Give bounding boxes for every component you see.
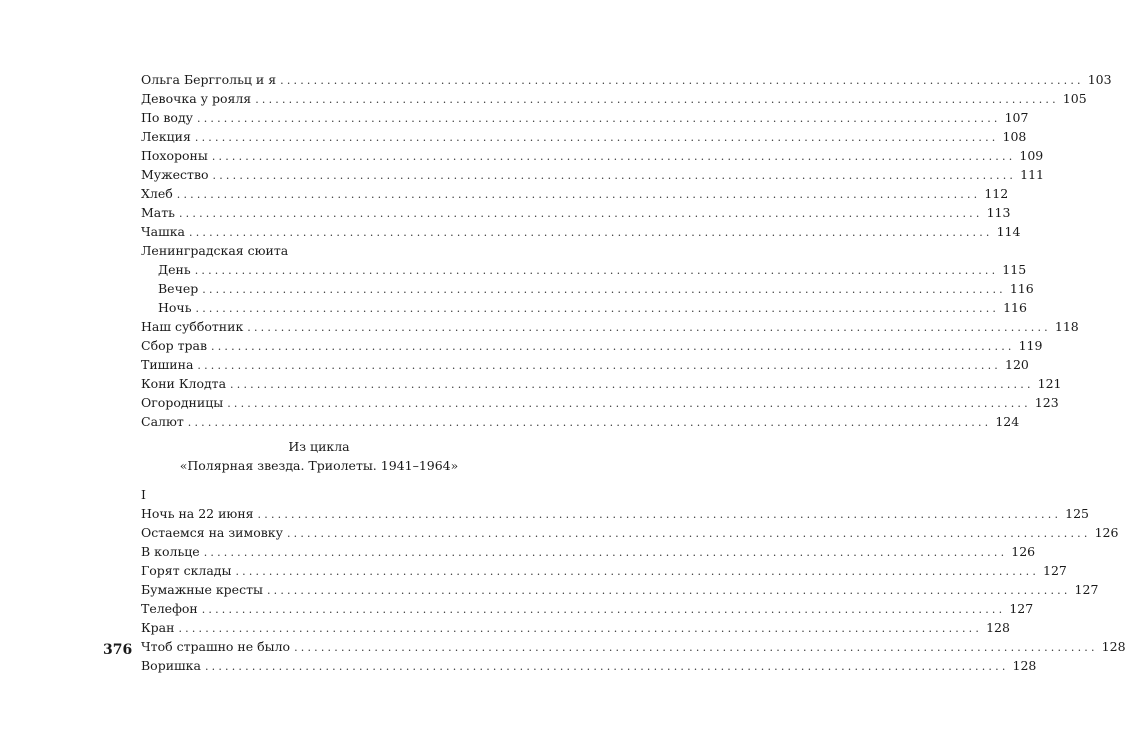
toc-entry bbox=[141, 184, 1009, 203]
toc-entry-page: 108 bbox=[1002, 129, 1027, 144]
toc-entry-title: День bbox=[158, 262, 191, 277]
toc-leader-dots: ........................................................................................................................ bbox=[227, 397, 1031, 410]
toc-entry-page: 127 bbox=[1074, 582, 1099, 597]
toc-entry-title: Салют bbox=[141, 414, 184, 429]
section-header bbox=[141, 437, 497, 475]
toc-entry-title: Ночь на 22 июня bbox=[141, 506, 254, 521]
toc-entry-title: Девочка у рояля bbox=[141, 91, 252, 106]
toc-entry-page: 121 bbox=[1037, 376, 1062, 391]
toc-leader-dots: ........................................................................................................................ bbox=[201, 603, 1006, 616]
toc-entry bbox=[141, 374, 1062, 393]
toc-entry bbox=[141, 203, 1011, 222]
toc-entry-title: Сбор трав bbox=[141, 338, 207, 353]
toc-entry bbox=[141, 618, 1010, 637]
toc-entry bbox=[141, 279, 1034, 298]
toc-entry-page: 107 bbox=[1004, 110, 1029, 125]
toc-entry-page: 126 bbox=[1094, 525, 1119, 540]
toc-leader-dots: ........................................................................................................................ bbox=[194, 131, 999, 144]
toc-entry-title: Бумажные кресты bbox=[141, 582, 263, 597]
toc-entry bbox=[141, 355, 1029, 374]
toc-entry-page: 103 bbox=[1087, 72, 1112, 87]
toc-leader-dots: ........................................................................................................................ bbox=[176, 188, 981, 201]
toc-entry-page: 114 bbox=[996, 224, 1021, 239]
toc-entry-title: В кольце bbox=[141, 544, 200, 559]
toc-entry-title: Чтоб страшно не было bbox=[141, 639, 291, 654]
toc-entry-title: Вечер bbox=[158, 281, 199, 296]
toc-entry-page: 105 bbox=[1062, 91, 1087, 106]
toc-entry bbox=[141, 70, 1112, 89]
toc-entry bbox=[141, 146, 1044, 165]
toc-entry bbox=[141, 108, 1029, 127]
toc-entry-title: Тишина bbox=[141, 357, 194, 372]
toc-entry-title: Ночь bbox=[158, 300, 192, 315]
toc-entry-page: 116 bbox=[1009, 281, 1034, 296]
toc-entry bbox=[141, 298, 1027, 317]
toc-entry-title: Чашка bbox=[141, 224, 186, 239]
toc-entry-page: 128 bbox=[1012, 658, 1037, 673]
toc-entry bbox=[141, 542, 1036, 561]
toc-entry bbox=[141, 127, 1027, 146]
toc-entry-page: 127 bbox=[1043, 563, 1067, 578]
toc-entry bbox=[141, 260, 1027, 279]
toc-leader-dots: ........................................................................................................................ bbox=[197, 112, 1001, 125]
toc-entry-title: Похороны bbox=[141, 148, 208, 163]
toc-entry-page: 113 bbox=[986, 205, 1011, 220]
toc-entry bbox=[141, 317, 1079, 336]
toc-entry-title: Ольга Берггольц и я bbox=[141, 72, 277, 87]
toc-entry-title: Остаемся на зимовку bbox=[141, 525, 283, 540]
toc-entry bbox=[141, 393, 1059, 412]
toc-entry bbox=[141, 336, 1043, 355]
toc-entry-page: 111 bbox=[1020, 167, 1044, 182]
toc-entry-title: Огородницы bbox=[141, 395, 224, 410]
toc-entry-page: 124 bbox=[995, 414, 1020, 429]
toc-entry-page: 119 bbox=[1018, 338, 1043, 353]
toc-leader-dots: ........................................................................................................................ bbox=[197, 359, 1001, 372]
toc-entry-page: 126 bbox=[1011, 544, 1036, 559]
toc-entry-page: 128 bbox=[986, 620, 1010, 635]
toc-leader-dots: ........................................................................................................................ bbox=[280, 74, 1084, 87]
section-header-line: Из цикла bbox=[288, 439, 350, 454]
toc-entry-title: Мать bbox=[141, 205, 175, 220]
toc-entry bbox=[141, 580, 1099, 599]
toc-leader-dots: ........................................................................................................................ bbox=[286, 527, 1091, 540]
toc-leader-dots: ........................................................................................................................ bbox=[178, 207, 983, 220]
toc-entry bbox=[141, 561, 1067, 580]
toc-entry-page: 127 bbox=[1009, 601, 1034, 616]
toc-leader-dots: ........................................................................................................................ bbox=[203, 546, 1008, 559]
toc-entry bbox=[141, 599, 1034, 618]
toc-group bbox=[141, 70, 1112, 241]
toc-entry-page: 116 bbox=[1003, 300, 1027, 315]
toc-leader-dots: ........................................................................................................................ bbox=[294, 641, 1098, 654]
toc-entry bbox=[141, 637, 1126, 656]
toc-group bbox=[141, 504, 1126, 675]
toc-entry bbox=[141, 504, 1089, 523]
toc-entry-title: Воришка bbox=[141, 658, 201, 673]
toc-leader-dots: ........................................................................................................................ bbox=[204, 660, 1009, 673]
toc-entry-title: Наш субботник bbox=[141, 319, 244, 334]
toc-entry-page: 112 bbox=[984, 186, 1009, 201]
toc-entry-page: 125 bbox=[1065, 506, 1089, 521]
toc-leader-dots: ........................................................................................................................ bbox=[211, 150, 1016, 163]
toc-entry-page: 128 bbox=[1101, 639, 1126, 654]
toc-entry-title: Горят склады bbox=[141, 563, 232, 578]
toc-entry-title: Мужество bbox=[141, 167, 209, 182]
toc-subgroup bbox=[141, 260, 1034, 317]
toc-leader-dots: ........................................................................................................................ bbox=[266, 584, 1071, 597]
toc-entry-title: Лекция bbox=[141, 129, 191, 144]
toc-leader-dots: ........................................................................................................................ bbox=[235, 565, 1040, 578]
toc-entry-page: 118 bbox=[1054, 319, 1079, 334]
toc-entry-title: Хлеб bbox=[141, 186, 173, 201]
page-number: 376 bbox=[103, 642, 133, 658]
toc-entry-page: 123 bbox=[1034, 395, 1059, 410]
toc-leader-dots: ........................................................................................................................ bbox=[178, 622, 983, 635]
toc-entry bbox=[141, 89, 1087, 108]
toc-leader-dots: ........................................................................................................................ bbox=[189, 226, 993, 239]
toc-leader-dots: ........................................................................................................................ bbox=[187, 416, 992, 429]
toc-leader-dots: ........................................................................................................................ bbox=[257, 508, 1062, 521]
toc-entry bbox=[141, 523, 1119, 542]
toc-entry-title: Кони Клодта bbox=[141, 376, 227, 391]
toc-leader-dots: ........................................................................................................................ bbox=[202, 283, 1006, 296]
section-header-line: «Полярная звезда. Триолеты. 1941–1964» bbox=[179, 458, 459, 473]
toc-entry-title: Телефон bbox=[141, 601, 198, 616]
section-numeral: I bbox=[141, 487, 146, 502]
toc-entry-page: 115 bbox=[1002, 262, 1027, 277]
toc-group-title: Ленинградская сюита bbox=[141, 243, 289, 258]
toc-entry bbox=[141, 222, 1021, 241]
toc-entry-page: 120 bbox=[1005, 357, 1029, 372]
toc-entry-title: Кран bbox=[141, 620, 175, 635]
toc-leader-dots: ........................................................................................................................ bbox=[255, 93, 1059, 106]
toc-group bbox=[141, 317, 1079, 431]
table-of-contents bbox=[141, 70, 1126, 675]
toc-entry bbox=[141, 412, 1020, 431]
toc-leader-dots: ........................................................................................................................ bbox=[212, 169, 1017, 182]
toc-leader-dots: ........................................................................................................................ bbox=[194, 264, 999, 277]
toc-entry-page: 109 bbox=[1019, 148, 1044, 163]
toc-leader-dots: ........................................................................................................................ bbox=[211, 340, 1015, 353]
toc-entry bbox=[141, 656, 1037, 675]
toc-leader-dots: ........................................................................................................................ bbox=[195, 302, 1000, 315]
toc-leader-dots: ........................................................................................................................ bbox=[247, 321, 1051, 334]
toc-entry bbox=[141, 165, 1044, 184]
toc-entry-title: По воду bbox=[141, 110, 194, 125]
toc-leader-dots: ........................................................................................................................ bbox=[230, 378, 1034, 391]
